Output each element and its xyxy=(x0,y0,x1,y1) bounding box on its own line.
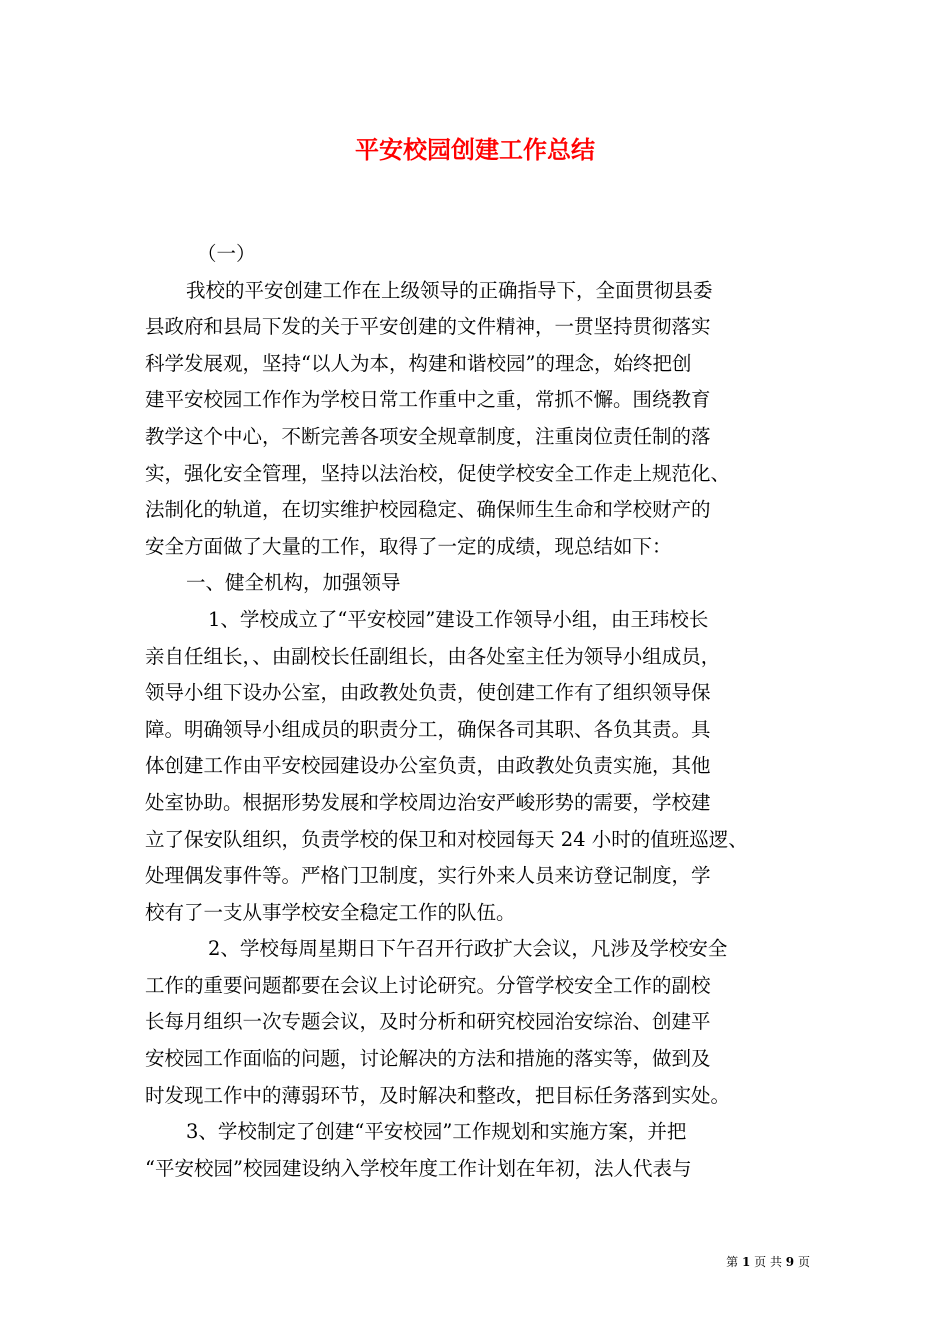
paragraph-line: 体创建工作由平安校园建设办公室负责，由政教处负责实施，其他 xyxy=(145,754,711,778)
paragraph-line: 处室协助。根据形势发展和学校周边治安严峻形势的需要，学校建 xyxy=(145,790,711,814)
paragraph-line: 教学这个中心，不断完善各项安全规章制度，注重岗位责任制的落 xyxy=(145,424,711,448)
paragraph-line: 校有了一支从事学校安全稳定工作的队伍。 xyxy=(145,900,516,924)
document-title: 平安校园创建工作总结 xyxy=(355,135,595,164)
paragraph-line: 亲自任组长，、由副校长任副组长，由各处室主任为领导小组成员， xyxy=(145,644,721,668)
paragraph-line: 长每月组织一次专题会议，及时分析和研究校园治安综治、创建平 xyxy=(145,1010,711,1034)
paragraph-line: 安全方面做了大量的工作，取得了一定的成绩，现总结如下： xyxy=(145,534,672,558)
paragraph-line: 时发现工作中的薄弱环节，及时解决和整改，把目标任务落到实处。 xyxy=(145,1083,731,1107)
paragraph-line: 3、学校制定了创建“平安校园”工作规划和实施方案，并把 xyxy=(186,1120,687,1144)
section-heading: 一、健全机构，加强领导 xyxy=(186,571,401,595)
paragraph-line: 2、学校每周星期日下午召开行政扩大会议，凡涉及学校安全 xyxy=(208,937,728,961)
paragraph-line: 障。明确领导小组成员的职责分工，确保各司其职、各负其责。具 xyxy=(145,717,711,741)
paragraph-line: 1、学校成立了“平安校园”建设工作领导小组，由王玮校长 xyxy=(208,607,709,631)
footer-middle: 页 共 xyxy=(754,1255,782,1269)
document-body xyxy=(145,236,817,1187)
footer-current-page: 1 xyxy=(741,1255,751,1269)
footer-suffix: 页 xyxy=(797,1255,810,1269)
paragraph-line: 安校园工作面临的问题，讨论解决的方法和措施的落实等，做到及 xyxy=(145,1047,711,1071)
paragraph-line: 法制化的轨道，在切实维护校园稳定、确保师生生命和学校财产的 xyxy=(145,498,711,522)
paragraph-line: 立了保安队组织，负责学校的保卫和对校园每天 24 小时的值班巡逻、 xyxy=(145,827,748,851)
page-number-footer xyxy=(726,1254,810,1270)
footer-total-pages: 9 xyxy=(785,1255,795,1269)
paragraph-line: 工作的重要问题都要在会议上讨论研究。分管学校安全工作的副校 xyxy=(145,973,711,997)
footer-prefix: 第 xyxy=(726,1255,739,1269)
paragraph-line: 处理偶发事件等。严格门卫制度，实行外来人员来访登记制度，学 xyxy=(145,864,711,888)
paragraph-line: 领导小组下设办公室，由政教处负责，使创建工作有了组织领导保 xyxy=(145,681,711,705)
paragraph-line: “平安校园”校园建设纳入学校年度工作计划在年初，法人代表与 xyxy=(145,1156,692,1180)
paragraph-line: 建平安校园工作作为学校日常工作重中之重，常抓不懈。围绕教育 xyxy=(145,388,711,412)
section-marker: （一） xyxy=(197,242,256,265)
paragraph-line: 我校的平安创建工作在上级领导的正确指导下，全面贯彻县委 xyxy=(186,278,713,302)
paragraph-line: 科学发展观，坚持“以人为本，构建和谐校园”的理念，始终把创 xyxy=(145,351,692,375)
paragraph-line: 县政府和县局下发的关于平安创建的文件精神，一贯坚持贯彻落实 xyxy=(145,315,711,339)
paragraph-line: 实，强化安全管理，坚持以法治校，促使学校安全工作走上规范化、 xyxy=(145,461,731,485)
